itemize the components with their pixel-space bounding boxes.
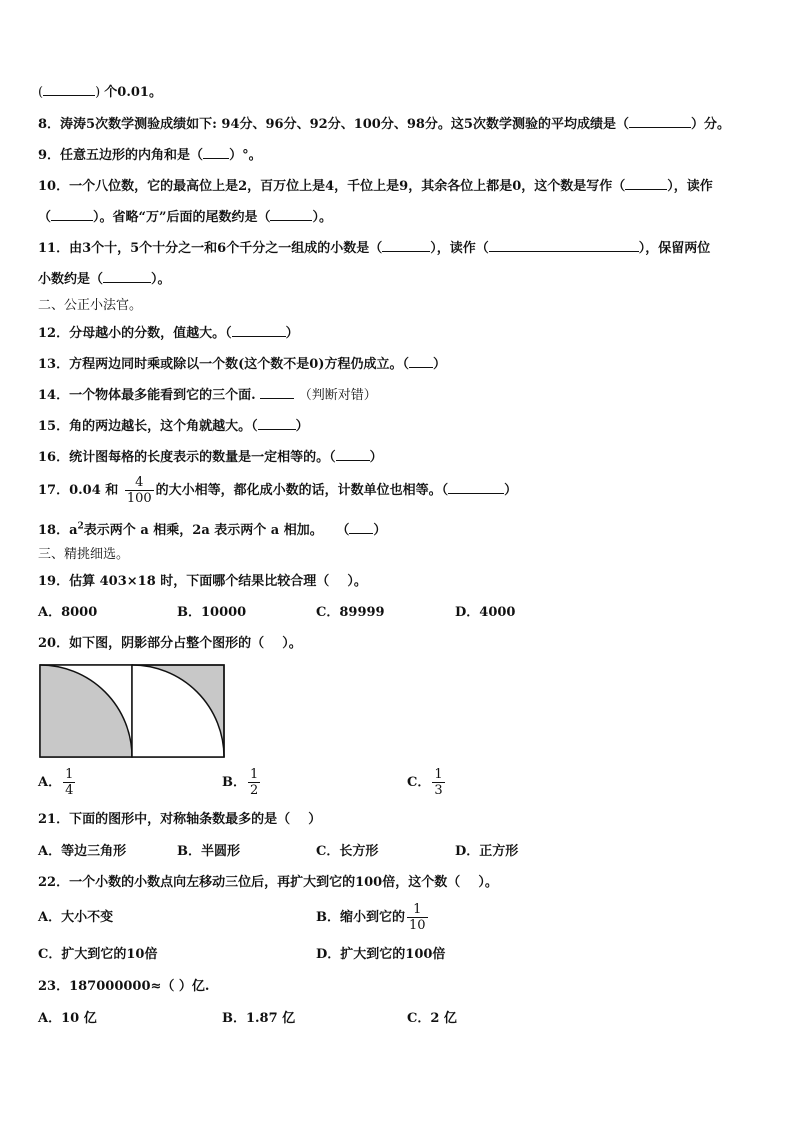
option-b[interactable]: B．1.87 亿 xyxy=(222,1011,296,1026)
question-17: 17．0.04 和 $\frac{4}{100}$ 的大小相等，都化成小数的话，计数单位也相等。（ ） xyxy=(38,475,518,506)
answer-blank[interactable] xyxy=(260,387,294,399)
question-20: 20．如下图，阴影部分占整个图形的（ ）。 xyxy=(38,636,302,651)
question-15: 15．角的两边越长，这个角就越大。（ ） xyxy=(38,419,309,434)
option-d[interactable]: D．4000 xyxy=(455,605,516,620)
option-d[interactable]: D．扩大到它的100倍 xyxy=(316,947,446,962)
fraction: $\frac{1}{4}$ xyxy=(65,767,74,798)
option-a[interactable]: A．8000 xyxy=(38,605,98,620)
question-12: 12．分母越小的分数，值越大。（ ） xyxy=(38,326,299,341)
question-19: 19．估算 403×18 时，下面哪个结果比较合理（ ）。 xyxy=(38,574,367,589)
fraction: $\frac{1}{3}$ xyxy=(434,767,443,798)
question-14: 14．一个物体最多能看到它的三个面. （判断对错） xyxy=(38,388,377,403)
question-10-line2: （ ）。省略“万”后面的尾数约是（ ）。 xyxy=(38,210,332,225)
question-10: 10．一个八位数，它的最高位上是2，百万位上是4，千位上是9，其余各位上都是0，这个数是写作（ ），读作 xyxy=(38,179,713,194)
answer-blank[interactable] xyxy=(336,449,370,461)
answer-blank[interactable] xyxy=(51,209,93,221)
answer-blank[interactable] xyxy=(625,178,667,190)
shaded-figure xyxy=(38,663,226,759)
question-16: 16．统计图每格的长度表示的数量是一定相等的。（ ） xyxy=(38,450,383,465)
option-d[interactable]: D．正方形 xyxy=(455,844,519,859)
question-11: 11．由3个十，5个十分之一和6个千分之一组成的小数是（ ），读作（ ），保留两位 xyxy=(38,241,711,256)
option-c[interactable]: C． $\frac{1}{3}$ xyxy=(407,767,443,798)
option-c[interactable]: C．89999 xyxy=(316,605,385,620)
option-b[interactable]: B．10000 xyxy=(177,605,247,620)
option-b[interactable]: B． $\frac{1}{2}$ xyxy=(222,767,259,798)
section-heading: 二、公正小法官。 xyxy=(38,298,143,313)
question-22: 22．一个小数的小数点向左移动三位后，再扩大到它的100倍，这个数（ ）。 xyxy=(38,875,498,890)
answer-blank[interactable] xyxy=(43,84,95,96)
option-b[interactable]: B．半圆形 xyxy=(177,844,240,859)
answer-blank[interactable] xyxy=(103,271,151,283)
answer-blank[interactable] xyxy=(203,147,229,159)
option-c[interactable]: C．扩大到它的10倍 xyxy=(38,947,158,962)
question-13: 13．方程两边同时乘或除以一个数(这个数不是0)方程仍成立。（ ） xyxy=(38,357,446,372)
option-b[interactable]: B．缩小到它的 $\frac{1}{10}$ xyxy=(316,902,426,933)
section-heading: 三、精挑细选。 xyxy=(38,547,130,562)
answer-blank[interactable] xyxy=(382,240,430,252)
answer-blank[interactable] xyxy=(349,522,373,534)
answer-blank[interactable] xyxy=(448,482,504,494)
question-11-line2: 小数约是（ ）。 xyxy=(38,272,171,287)
question-23: 23．187000000≈（ ）亿. xyxy=(38,979,210,994)
answer-blank[interactable] xyxy=(629,116,691,128)
option-c[interactable]: C．2 亿 xyxy=(407,1011,457,1026)
answer-blank[interactable] xyxy=(258,418,296,430)
q7-line: ( ) 个0.01。 xyxy=(38,85,162,100)
question-9: 9．任意五边形的内角和是（ ）°。 xyxy=(38,148,262,163)
fraction: $\frac{1}{10}$ xyxy=(409,902,426,933)
answer-blank[interactable] xyxy=(489,240,639,252)
answer-blank[interactable] xyxy=(409,356,433,368)
answer-blank[interactable] xyxy=(232,325,286,337)
question-21: 21．下面的图形中，对称轴条数最多的是（ ） xyxy=(38,812,322,827)
option-a[interactable]: A．10 亿 xyxy=(38,1011,97,1026)
option-a[interactable]: A． $\frac{1}{4}$ xyxy=(38,767,74,798)
fraction: $\frac{1}{2}$ xyxy=(250,767,259,798)
answer-blank[interactable] xyxy=(270,209,312,221)
fraction: $\frac{4}{100}$ xyxy=(126,475,152,506)
option-a[interactable]: A．等边三角形 xyxy=(38,844,127,859)
option-a[interactable]: A．大小不变 xyxy=(38,910,114,925)
option-c[interactable]: C．长方形 xyxy=(316,844,379,859)
question-8: 8．涛涛5次数学测验成绩如下: 94分、96分、92分、100分、98分。这5次数学测验的平均成绩是（ ）分。 xyxy=(38,117,730,132)
question-18: 18．$a^2$表示两个 a 相乘，2a 表示两个 a 相加。 （ ） xyxy=(38,521,387,538)
